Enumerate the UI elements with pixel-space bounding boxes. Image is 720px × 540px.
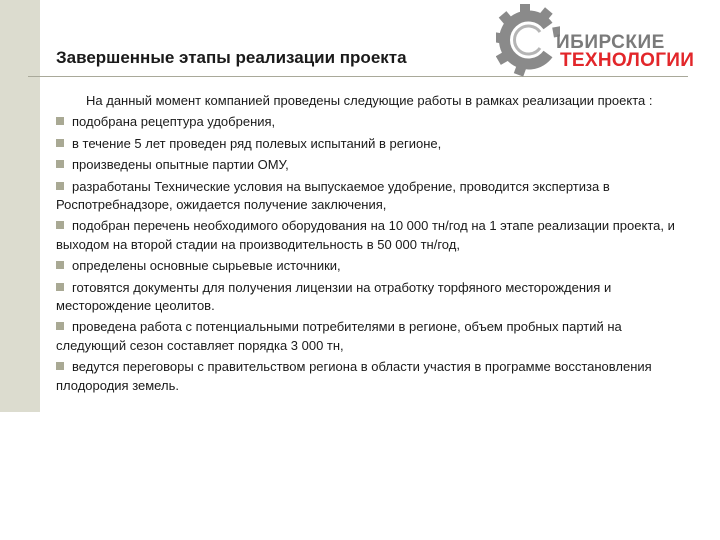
- list-item-text: проведена работа с потенциальными потребителями в регионе, объем пробных партий на следующий сезон составляет порядка 3 000 тн,: [56, 319, 622, 353]
- square-bullet-icon: [56, 261, 64, 269]
- list-item: [56, 217, 686, 254]
- list-item-text: подобран перечень необходимого оборудования на 10 000 тн/год на 1 этапе реализации проекта, и выходом на второй стадии на производительность в 50 000 тн/год,: [56, 218, 675, 252]
- company-logo: [496, 2, 711, 78]
- list-item: [56, 156, 686, 174]
- list-item-text: разработаны Технические условия на выпускаемое удобрение, проводится экспертиза в Роспотребнадзоре, ожидается получение заключения,: [56, 178, 610, 213]
- list-item: [56, 279, 686, 316]
- square-bullet-icon: [56, 160, 64, 168]
- square-bullet-icon: [56, 221, 64, 229]
- list-item-text: ведутся переговоры с правительством региона в области участия в программе восстановления плодородия земель.: [56, 359, 652, 393]
- list-item-text: подобрана рецептура удобрения,: [72, 114, 276, 130]
- logo-text-top: ИБИРСКИЕ: [556, 32, 665, 53]
- side-accent-bar: [0, 0, 40, 412]
- list-item: [56, 178, 686, 215]
- slide-body: [56, 92, 686, 398]
- square-bullet-icon: [56, 362, 64, 370]
- square-bullet-icon: [56, 117, 64, 125]
- list-item-text: определены основные сырьевые источники,: [72, 258, 341, 274]
- list-item-text: готовятся документы для получения лицензии на отработку торфяного месторождения и месторождение цеолитов.: [56, 279, 612, 314]
- square-bullet-icon: [56, 182, 64, 190]
- slide-title: Завершенные этапы реализации проекта: [56, 48, 407, 67]
- square-bullet-icon: [56, 283, 64, 291]
- list-item: [56, 318, 686, 355]
- logo-text-bottom: ТЕХНОЛОГИИ: [560, 50, 695, 71]
- list-item-text: в течение 5 лет проведен ряд полевых испытаний в регионе,: [72, 135, 442, 151]
- square-bullet-icon: [56, 322, 64, 330]
- list-item-text: произведены опытные партии ОМУ,: [72, 157, 289, 173]
- list-item: [56, 358, 686, 395]
- list-item: [56, 135, 686, 153]
- square-bullet-icon: [56, 139, 64, 147]
- list-item: [56, 257, 686, 275]
- bullet-list: [56, 113, 686, 395]
- intro-paragraph: На данный момент компанией проведены следующие работы в рамках реализации проекта :: [86, 93, 653, 108]
- gear-c-logo-icon: [496, 2, 560, 78]
- list-item: [56, 113, 686, 131]
